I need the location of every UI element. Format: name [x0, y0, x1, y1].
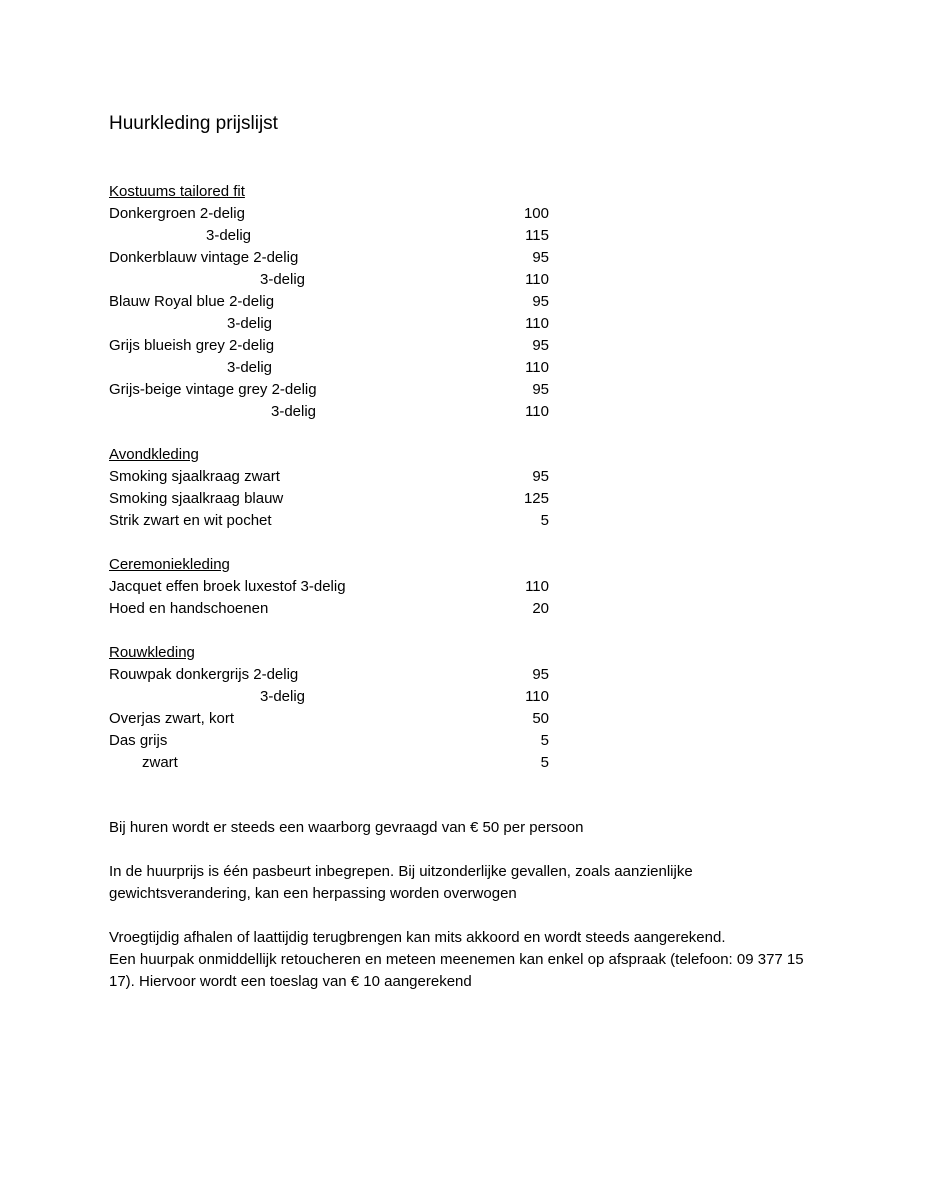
section-heading: Ceremoniekleding: [109, 556, 230, 573]
pickup-note: [109, 927, 849, 993]
price-row: [109, 225, 569, 247]
price-row: [109, 664, 569, 686]
item-label: Das grijs: [109, 732, 168, 749]
price-row: [109, 269, 569, 291]
section-rouwkleding: [109, 642, 569, 774]
price-row: [109, 379, 569, 401]
price-row: [109, 203, 569, 225]
item-price: 110: [525, 359, 549, 376]
item-price: 115: [525, 227, 549, 244]
note-line: 17). Hiervoor wordt een toeslag van € 10 aangerekend: [109, 973, 472, 990]
price-row: [109, 708, 569, 730]
item-label: Donkerblauw vintage 2-delig: [109, 249, 299, 266]
price-row: [109, 752, 569, 774]
price-row: [109, 730, 569, 752]
note-line: Een huurpak onmiddellijk retoucheren en meteen meenemen kan enkel op afspraak (telefoon: 09 377 15: [109, 951, 804, 968]
price-row: [109, 686, 569, 708]
item-label: Grijs-beige vintage grey 2-delig: [109, 381, 317, 398]
item-label: Hoed en handschoenen: [109, 600, 269, 617]
note-line: gewichtsverandering, kan een herpassing worden overwogen: [109, 885, 517, 902]
item-price: 95: [532, 337, 549, 354]
item-price: 95: [532, 666, 549, 683]
item-label: Donkergroen 2-delig: [109, 205, 245, 222]
note-line: Bij huren wordt er steeds een waarborg gevraagd van € 50 per persoon: [109, 819, 584, 836]
item-label: 3-delig: [206, 227, 252, 244]
section-ceremoniekleding: [109, 554, 569, 620]
item-label: Blauw Royal blue 2-delig: [109, 293, 275, 310]
item-price: 110: [525, 578, 549, 595]
section-kostuums: [109, 181, 569, 423]
item-label: zwart: [142, 754, 178, 771]
fitting-note: [109, 861, 849, 905]
document-title: Huurkleding prijslijst: [109, 113, 278, 134]
price-row: [109, 401, 569, 423]
item-label: Strik zwart en wit pochet: [109, 512, 272, 529]
price-row: [109, 313, 569, 335]
item-price: 95: [532, 381, 549, 398]
price-row: [109, 357, 569, 379]
item-label: Jacquet effen broek luxestof 3-delig: [109, 578, 346, 595]
item-label: 3-delig: [227, 359, 273, 376]
item-label: Smoking sjaalkraag blauw: [109, 490, 284, 507]
item-label: Smoking sjaalkraag zwart: [109, 468, 280, 485]
price-row: [109, 247, 569, 269]
price-row: [109, 335, 569, 357]
item-price: 95: [532, 249, 549, 266]
item-price: 110: [525, 688, 549, 705]
item-price: 20: [532, 600, 549, 617]
item-price: 5: [540, 754, 549, 771]
price-row: [109, 510, 569, 532]
item-price: 110: [525, 403, 549, 420]
item-label: 3-delig: [271, 403, 317, 420]
item-price: 110: [525, 315, 549, 332]
section-avondkleding: [109, 444, 569, 532]
price-row: [109, 576, 569, 598]
price-row: [109, 466, 569, 488]
price-row: [109, 488, 569, 510]
item-price: 100: [523, 205, 549, 222]
item-price: 5: [540, 512, 549, 529]
section-heading: Avondkleding: [109, 446, 199, 463]
item-price: 50: [532, 710, 549, 727]
item-price: 5: [540, 732, 549, 749]
item-label: Rouwpak donkergrijs 2-delig: [109, 666, 299, 683]
item-price: 95: [532, 468, 549, 485]
note-line: In de huurprijs is één pasbeurt inbegrepen. Bij uitzonderlijke gevallen, zoals aanzienlijke: [109, 863, 693, 880]
note-line: Vroegtijdig afhalen of laattijdig terugbrengen kan mits akkoord en wordt steeds aangerekend.: [109, 929, 726, 946]
item-label: Grijs blueish grey 2-delig: [109, 337, 275, 354]
item-label: Overjas zwart, kort: [109, 710, 235, 727]
item-label: 3-delig: [260, 271, 306, 288]
section-heading: Kostuums tailored fit: [109, 183, 245, 200]
item-price: 125: [523, 490, 549, 507]
item-price: 95: [532, 293, 549, 310]
item-label: 3-delig: [260, 688, 306, 705]
price-row: [109, 598, 569, 620]
section-heading: Rouwkleding: [109, 644, 195, 661]
item-label: 3-delig: [227, 315, 273, 332]
deposit-note: [109, 817, 849, 839]
item-price: 110: [525, 271, 549, 288]
price-row: [109, 291, 569, 313]
